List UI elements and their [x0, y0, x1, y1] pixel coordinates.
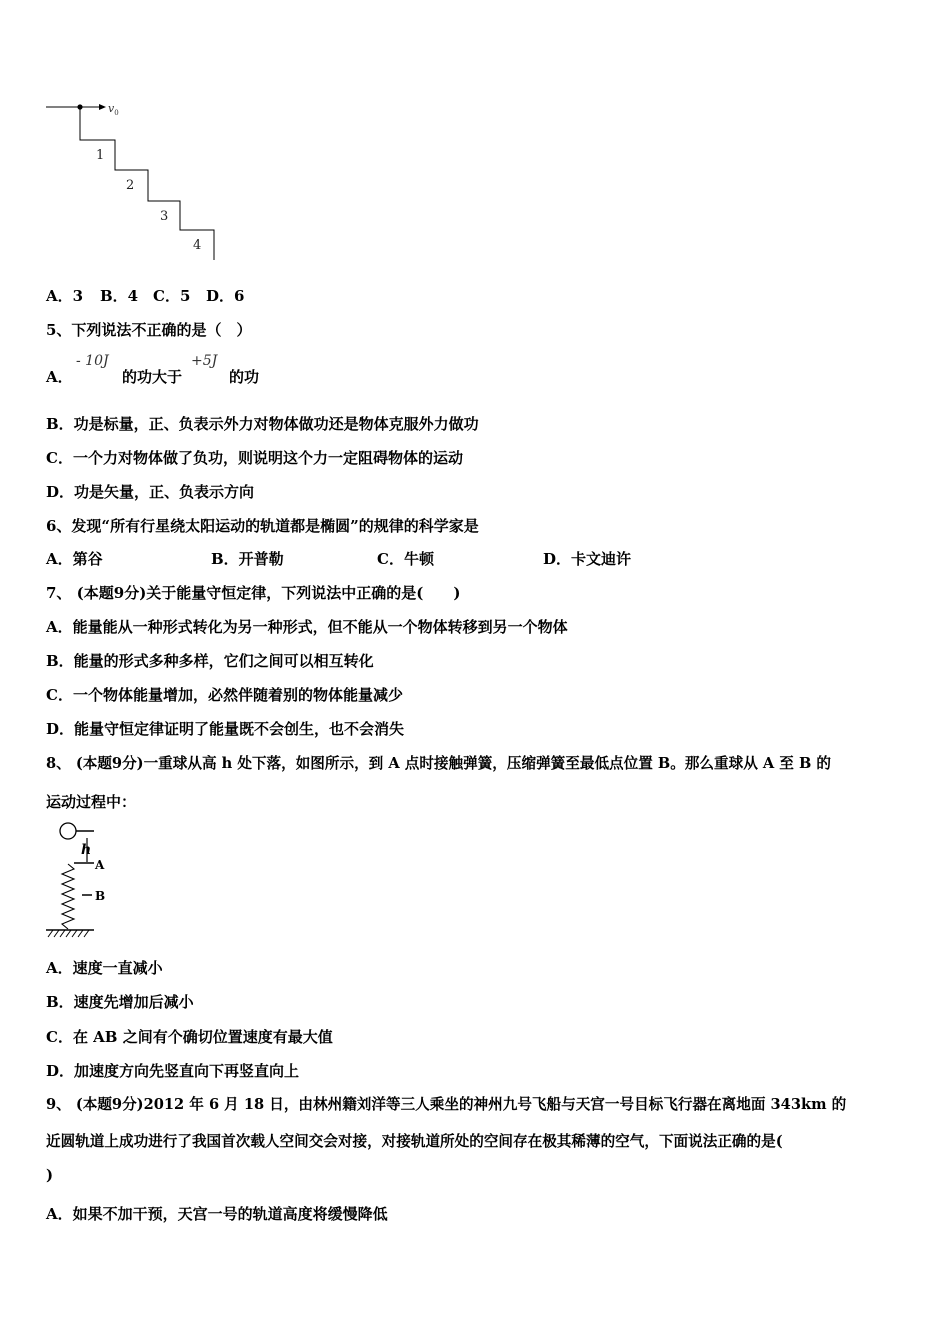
- q7-option-d: D．能量守恒定律证明了能量既不会创生，也不会消失: [46, 720, 405, 738]
- q6-option-d: D．卡文迪许: [543, 550, 632, 568]
- ball-dot: [77, 104, 82, 109]
- q5-option-d: D．功是矢量，正、负表示方向: [46, 483, 255, 501]
- step-label-3: 3: [160, 209, 169, 224]
- step-label-4: 4: [193, 238, 202, 253]
- q5-option-a-prefix: A．: [46, 368, 73, 386]
- q5-math-neg10j: - 10J: [76, 353, 109, 369]
- q8-option-a: A．速度一直减小: [46, 959, 163, 977]
- step-label-2: 2: [126, 178, 135, 193]
- q4-option-a: A．3: [46, 287, 84, 305]
- step-label-1: 1: [96, 148, 105, 163]
- q4-option-b: B．4: [100, 287, 139, 305]
- q4-option-c: C．5: [153, 287, 191, 305]
- q9-stem-line1: 9、 (本题9分)2012 年 6 月 18 日，由林州籍刘洋等三人乘坐的神州九号飞船与天宫一号目标飞行器在离地面 343km 的: [46, 1096, 847, 1113]
- q6-stem: 6、发现“所有行星绕太阳运动的轨道都是椭圆”的规律的科学家是: [46, 517, 479, 535]
- q6-option-a: A．第谷: [46, 550, 103, 568]
- q5-stem: 5、下列说法不正确的是（ ）: [46, 321, 252, 339]
- q7-option-b: B．能量的形式多种多样，它们之间可以相互转化: [46, 652, 374, 670]
- h-label: h: [81, 842, 92, 858]
- b-label: B: [95, 889, 106, 903]
- q8-option-d: D．加速度方向先竖直向下再竖直向上: [46, 1062, 300, 1080]
- heavy-ball: [60, 823, 76, 839]
- q5-math-pos5j: +5J: [191, 353, 218, 369]
- q7-option-a: A．能量能从一种形式转化为另一种形式，但不能从一个物体转移到另一个物体: [46, 618, 568, 636]
- q8-option-c: C．在 AB 之间有个确切位置速度有最大值: [46, 1028, 333, 1046]
- spring-figure: [44, 818, 124, 940]
- q9-stem-line2: 近圆轨道上成功进行了我国首次载人空间交会对接，对接轨道所处的空间存在极其稀薄的空气，下面说法正确的是(: [46, 1133, 783, 1150]
- q5-option-c: C．一个力对物体做了负功，则说明这个力一定阻碍物体的运动: [46, 449, 463, 467]
- v0-label: $v_0$: [108, 102, 119, 117]
- q9-option-a: A．如果不加干预，天宫一号的轨道高度将缓慢降低: [46, 1205, 388, 1223]
- a-label: A: [95, 858, 105, 872]
- q6-option-c: C．牛顿: [377, 550, 434, 568]
- q8-stem-line1: 8、 (本题9分)一重球从高 h 处下落，如图所示，到 A 点时接触弹簧，压缩弹簧至最低点位置 B。那么重球从 A 至 B 的: [46, 755, 831, 772]
- q9-stem-line3: ): [46, 1166, 54, 1184]
- ground-hatch: [48, 930, 89, 937]
- q5-option-a-suffix: 的功: [229, 368, 260, 386]
- q8-stem-line2: 运动过程中：: [46, 793, 137, 811]
- q8-option-b: B．速度先增加后减小: [46, 993, 194, 1011]
- q7-option-c: C．一个物体能量增加，必然伴随着别的物体能量减少: [46, 686, 403, 704]
- q4-option-d: D．6: [206, 287, 245, 305]
- spring-coil: [62, 864, 74, 929]
- q5-option-a-mid: 的功大于: [122, 368, 183, 386]
- q5-option-b: B．功是标量，正、负表示外力对物体做功还是物体克服外力做功: [46, 415, 479, 433]
- staircase-figure: [40, 95, 230, 265]
- q6-option-b: B．开普勒: [211, 550, 284, 568]
- q7-stem: 7、 (本题9分)关于能量守恒定律，下列说法中正确的是( ): [46, 584, 461, 602]
